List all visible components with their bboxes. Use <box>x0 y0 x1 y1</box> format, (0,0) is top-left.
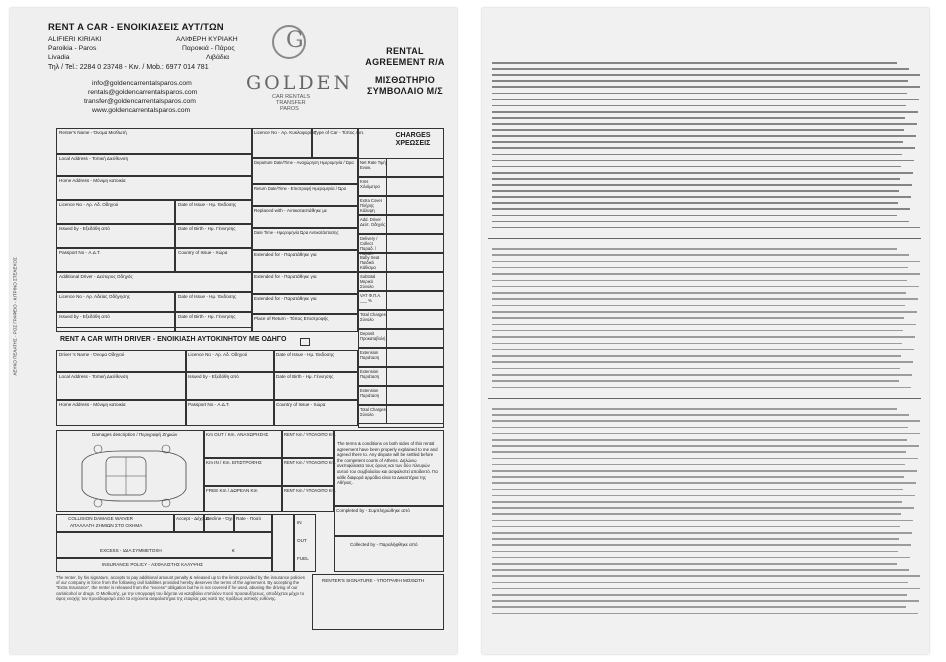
charge-row-label: Net Rate Τιμή Ενοικ. <box>360 160 386 170</box>
clause-text-line <box>492 273 920 275</box>
clause-text-line <box>492 74 920 76</box>
clause-text-line <box>492 563 897 565</box>
clause-text-line <box>492 355 901 357</box>
fuel-gauge-labels <box>272 514 294 572</box>
clause-text-line <box>492 129 904 131</box>
clause-text-line <box>492 427 908 429</box>
rental-agreement-reverse <box>482 8 929 654</box>
clause-text-line <box>492 178 900 180</box>
excess-field[interactable] <box>56 532 272 558</box>
clause-text-line <box>492 495 915 497</box>
rent-km3-label: RENT Km / ΥΠΟΛΟΙΠΟ Km. <box>284 488 337 493</box>
charges-title-en: CHARGES <box>395 132 431 139</box>
charge-row-divider <box>386 386 387 405</box>
logo-sub-3: PAROS <box>280 106 299 112</box>
clause-text-line <box>492 68 909 70</box>
clause-text-line <box>492 380 899 382</box>
clause-text-line <box>492 135 916 137</box>
departure-label: Departure Date/Time - Αναχώρηση Ημερομηνία / Ώρα <box>254 160 354 165</box>
copy-distribution-note: ΛΕΥΚΟ ΠΕΛΑΤΗΣ - ΡΟΖ ΓΡΑΦΕΙΟ - ΚΙΤΡΙΝΟ ΣΤΕΛΕΧΟΣ <box>12 257 18 376</box>
driver-name-label: Driver 's Name - Όνομα Οδηγού <box>59 352 125 357</box>
charges-title-gr: ΧΡΕΩΣΕΙΣ <box>395 140 431 147</box>
rental-gr-2: ΣΥΜΒΟΛΑΙΟ Μ/Σ <box>367 86 443 96</box>
clause-text-line <box>492 86 920 88</box>
clause-text-line <box>492 520 913 522</box>
renter-signature-label: RENTER'S SIGNATURE - ΥΠΟΓΡΑΦΗ ΜΙΣΘΩΤΗ <box>322 578 425 583</box>
driver-country-label: Country of Issue - Χώρα <box>276 402 326 407</box>
clause-text-line <box>492 613 918 615</box>
clause-text-line <box>492 80 908 82</box>
driver-section-title: RENT A CAR WITH DRIVER - ΕΝΟΙΚΙΑΣΗ ΑΥΤΟΚΙΝΗΤΟΥ ΜΕ ΟΔΗΓΟ <box>60 336 287 343</box>
clause-text-line <box>492 532 912 534</box>
clause-text-line <box>492 420 920 422</box>
clause-text-line <box>492 248 897 250</box>
issued-by-label: Issued by - Εξεδόθη από <box>59 226 110 231</box>
clause-text-line <box>492 298 918 300</box>
charge-row-divider <box>386 177 387 196</box>
extended1-label: Extended for - Παρατάθηκε για <box>254 252 317 257</box>
phone-line: Τηλ / Tel.: 2284 0 23748 - Κιν. / Mob.: 6977 014 781 <box>48 64 209 71</box>
insurance-label: INSURANCE POLICY - ΑΣΦΑΛΙΣΤΗΣ ΚΑΛΥΨΗΣ <box>102 562 204 567</box>
clause-text-line <box>492 105 906 107</box>
clause-text-line <box>492 99 919 101</box>
charge-row-divider <box>386 348 387 367</box>
clause-text-line <box>492 464 905 466</box>
clause-text-line <box>492 368 900 370</box>
clause-text-line <box>492 361 913 363</box>
email-transfer: transfer@goldencarrentalsparos.com <box>84 98 196 105</box>
fuel-out-label: OUT <box>297 538 307 543</box>
clause-text-line <box>492 489 903 491</box>
rental-gr-1: ΜΙΣΘΩΤΗΡΙΟ <box>374 75 436 85</box>
clause-text-line <box>492 433 920 435</box>
clause-text-line <box>492 311 917 313</box>
clause-text-line <box>492 476 904 478</box>
clause-text-line <box>492 343 902 345</box>
clause-text-line <box>492 184 912 186</box>
place-latin: Paroikia - Paros <box>48 45 97 52</box>
area-latin: Livadia <box>48 54 70 61</box>
place-return-label: Place of Return - Τόπος Επιστροφής <box>254 316 329 321</box>
clause-text-line <box>492 280 907 282</box>
driver-issuedby-label: Issued by - Εξεδόθη από <box>188 374 239 379</box>
country-label: Country of Issue - Χώρα <box>178 250 228 255</box>
clause-text-line <box>492 190 899 192</box>
renter-name-label: Renter's Name - Όνομα Μισθωτή <box>59 130 127 135</box>
section-divider-2 <box>488 398 921 399</box>
completed-by-label: Completed by - Συμπληρώθηκε από <box>336 508 410 513</box>
cdw-label: COLLISION DAMAGE WAIVER <box>68 516 133 521</box>
clause-text-line <box>492 451 906 453</box>
charges-title <box>385 132 441 148</box>
decline-label: Decline - Όχι <box>206 516 233 521</box>
driver-passport-label: Passport No - Α.Δ.Τ. <box>188 402 230 407</box>
charge-row-label: Total Charges Σύνολο <box>360 407 386 417</box>
birth-date2-label: Date of Birth - Ημ. Γέννησης <box>178 314 236 319</box>
clause-text-line <box>492 160 914 162</box>
clause-text-line <box>492 208 910 210</box>
local-address-label: Local Address - Τοπική Διεύθυνση <box>59 156 129 161</box>
company-title: RENT A CAR - ΕΝΟΙΚΙΑΣΕΙΣ ΑΥΤ/ΤΩΝ <box>48 22 224 33</box>
charge-row-label: Extension Παράταση <box>360 369 380 379</box>
charge-row-label: Deposit Προκαταβολή <box>360 331 386 341</box>
logo-sub-1: CAR RENTALS <box>272 94 311 100</box>
terms-text: The terms & conditions on both sides of this rental agreement have been properly explained to me and agreed there to. Any dispute will be settled before the competent courts of Athens. Δηλώνω ανεπιφύλακτα τους όρους και των δύο πλευρών αυτού του συμβολαίου και ασφαλιστεί αποδεκτό. Για κάθε διαφορά αρμόδια είναι τα Δικαστήρια της Αθήνας. <box>337 441 438 486</box>
rent-km2-label: RENT Km / ΥΠΟΛΟΙΠΟ Km. <box>284 460 337 465</box>
clause-text-line <box>492 445 919 447</box>
issue-date2-label: Date of Issue - Ημ. Έκδοσης <box>178 294 237 299</box>
charge-row-label: Extra Cover Πλήρης Κάλυψη <box>360 198 383 213</box>
fuel-in-label: IN <box>297 520 302 525</box>
clause-text-line <box>492 93 907 95</box>
km-in-label: Km IN / Km. ΕΠΙΣΤΡΟΦΗΣ <box>206 460 262 465</box>
charge-row-label: Add. Driver Δεύτ. Οδηγός <box>360 217 386 227</box>
clause-text-line <box>492 349 914 351</box>
licence-label: Licence No - Αρ. Αδ. Οδηγού <box>59 202 119 207</box>
extended2-label: Extended for - Παρατάθηκε για <box>254 274 317 279</box>
charge-row-divider <box>386 215 387 234</box>
clause-text-line <box>492 439 907 441</box>
rent-km1-label: RENT Km / ΥΠΟΛΟΙΠΟ Km. <box>284 432 337 437</box>
section-divider-1 <box>488 238 921 239</box>
driver-home-label: Home Address - Μόνιμη κατοικία <box>59 402 126 407</box>
clause-text-line <box>492 557 910 559</box>
return-label: Return Date/Time - Επιστροφή Ημερομηνία / Ώρα <box>254 186 347 191</box>
clause-text-line <box>492 166 901 168</box>
additional-driver-label: Additional Driver - Δεύτερος Οδηγός <box>59 274 133 279</box>
clause-text-line <box>492 551 898 553</box>
damage-label: Damages description / Περιγραφή Ζημιών <box>92 432 178 437</box>
clause-text-line <box>492 336 915 338</box>
logo-g-icon: G <box>286 28 304 53</box>
excess-label: EXCESS - ΙΔΙΑ ΣΥΜΜΕΤΟΧΗ <box>100 548 162 553</box>
accept-label: Accept - Δέχομαι <box>176 516 211 521</box>
email-rentals: rentals@goldencarrentalsparos.com <box>88 89 198 96</box>
clause-text-line <box>492 330 903 332</box>
driver-licence-label: Licence No - Αρ. Αδ. Οδηγού <box>188 352 248 357</box>
clause-text-line <box>492 569 909 571</box>
logo-word: GOLDEN <box>246 72 354 94</box>
clause-text-line <box>492 414 909 416</box>
clause-text-line <box>492 526 900 528</box>
clause-text-line <box>492 141 903 143</box>
rental-en-1: RENTAL <box>386 46 424 56</box>
clause-text-line <box>492 267 908 269</box>
charge-row-label: Subtotal Μερικό Σύνολο <box>360 274 376 289</box>
clause-text-line <box>492 62 897 64</box>
rental-en-2: AGREEMENT R/A <box>365 57 445 67</box>
clause-text-line <box>492 221 909 223</box>
clause-text-line <box>492 387 911 389</box>
clause-text-line <box>492 154 902 156</box>
clause-text-line <box>492 482 916 484</box>
rental-agreement-front <box>10 8 457 654</box>
charge-row-divider <box>386 291 387 310</box>
clause-text-line <box>492 582 908 584</box>
clause-text-line <box>492 458 918 460</box>
driver-issue-label: Date of Issue - Ημ. Έκδοσης <box>276 352 335 357</box>
clause-text-line <box>492 196 911 198</box>
clause-text-line <box>492 470 917 472</box>
charge-row-divider <box>386 367 387 386</box>
car-type-label: Type of Car - Τύπος Αυτ. <box>314 130 365 135</box>
charge-row-label: VAT Φ.Π.Α. ___ % <box>360 293 382 303</box>
issue-date-label: Date of Issue - Ημ. Έκδοσης <box>178 202 237 207</box>
clause-text-line <box>492 324 916 326</box>
replaced-label: Replaced with - Αντικαταστάθηκε με <box>254 208 328 213</box>
clause-text-line <box>492 588 920 590</box>
clause-text-line <box>492 261 920 263</box>
charge-row-divider <box>386 158 387 177</box>
clause-text-line <box>492 575 920 577</box>
logo-sub-2: TRANSFER <box>276 100 306 106</box>
charge-row-divider <box>386 329 387 348</box>
clause-text-line <box>492 117 905 119</box>
charge-row-label: Kms Χιλιόμετρα <box>360 179 380 189</box>
clause-text-line <box>492 292 906 294</box>
clause-text-line <box>492 513 901 515</box>
charge-row-divider <box>386 310 387 329</box>
website: www.goldencarrentalsparos.com <box>92 107 191 114</box>
clause-text-line <box>492 286 919 288</box>
km-out-label: Km OUT / Km. ΑΝΑΧΩΡΗΣΗΣ <box>206 432 269 437</box>
area-greek: Λιβάδια <box>206 54 230 61</box>
email-info: info@goldencarrentalsparos.com <box>92 80 192 87</box>
charge-row-label: Extension Παράταση <box>360 388 380 398</box>
charge-row-divider <box>386 272 387 291</box>
birth-date-label: Date of Birth - Ημ. Γέννησης <box>178 226 236 231</box>
bottom-disclaimer: The renter, by his signature, accepts to pay additional amount penalty & released up to the limits provided by the insurance policies of our company in force from the following civil liabilities provided hereby deserves the terms of the agreement. By accepting the "Extra Insurance", the renter is released from the "excess" obligation but he is not covered if he used, abusing the driving of our car/alcohol or drugs. Ο Μισθωτής, με την υπογραφή του δέχεται να καταβάλει επιπλέον ποσό προσαυξήσεως, αποδέχεται μέχρι το ύψος ενοχής τον προσδιορισμό από τα ισχύοντα ασφαλιστήρια της εταιρίας μας κατά της πράξεως αστικής ευθύνης. <box>56 575 305 601</box>
charge-row-label: Baby Seat Παιδικό Κάθισμα <box>360 255 380 270</box>
place-greek: Παροικιά - Πάρος <box>182 45 235 52</box>
clause-text-line <box>492 202 898 204</box>
driver-birth-label: Date of Birth - Ημ. Γέννησης <box>276 374 334 379</box>
rate-label: Rate - Ποσό <box>236 516 262 521</box>
clause-text-line <box>492 254 909 256</box>
replace-time-label: Date Time - Ημερομηνία Ώρα Αντικατάστασης <box>254 230 339 235</box>
clause-text-line <box>492 501 902 503</box>
clause-text-line <box>492 606 906 608</box>
owner-latin: ALIFIERI KIRIAKI <box>48 36 102 43</box>
clause-text-line <box>492 374 912 376</box>
clause-text-line <box>492 507 914 509</box>
clause-text-line <box>492 172 913 174</box>
clause-text-line <box>492 600 919 602</box>
licence2-label: Licence No - Αρ. Αδείας Οδήγησης <box>59 294 131 299</box>
cdw-label-gr: ΑΠΑΛΛΑΓΗ ΖΗΜΙΩΝ ΣΤΟ ΟΧΗΜΑ <box>70 523 143 528</box>
clause-text-line <box>492 227 920 229</box>
driver-local-label: Local Address - Τοπική Διεύθυνση <box>59 374 129 379</box>
clause-text-line <box>492 147 915 149</box>
clause-text-line <box>492 538 899 540</box>
driver-checkbox[interactable] <box>300 338 310 346</box>
charge-row-label: Extension Παράταση <box>360 350 380 360</box>
charge-row-label: Delivery / Collect Παραδ. / Παραλ. <box>360 236 378 256</box>
excess-euro: € <box>232 548 235 553</box>
clause-text-line <box>492 123 917 125</box>
charge-row-divider <box>386 405 387 424</box>
clause-text-line <box>492 305 905 307</box>
fuel-label: FUEL <box>297 556 309 561</box>
clause-text-line <box>492 594 907 596</box>
charge-row-divider <box>386 234 387 253</box>
car-diagram-icon <box>62 441 202 511</box>
clause-text-line <box>492 317 904 319</box>
charge-row-divider <box>386 253 387 272</box>
free-km-label: FREE Km / ΔΩΡΕΑΝ Km <box>206 488 258 493</box>
extended3-label: Extended for - Παρατάθηκε για <box>254 296 317 301</box>
clause-text-line <box>492 544 911 546</box>
charge-row-divider <box>386 196 387 215</box>
passport-label: Passport No - Α.Δ.Τ. <box>59 250 101 255</box>
charge-row-label: Total Charges Σύνολο <box>360 312 386 322</box>
collected-by-label: Collected by - Παραλήφθηκε από <box>350 542 418 547</box>
clause-text-line <box>492 111 918 113</box>
issued-by2-label: Issued by - Εξεδόθη από <box>59 314 110 319</box>
clause-text-line <box>492 215 897 217</box>
licence-plate-label: Licence No - Αρ. Κυκλοφορίας <box>254 130 316 135</box>
owner-greek: ΑΛΙΦΕΡΗ ΚΥΡΙΑΚΗ <box>176 36 238 43</box>
home-address-label: Home Address - Μόνιμη κατοικία <box>59 178 126 183</box>
clause-text-line <box>492 408 897 410</box>
